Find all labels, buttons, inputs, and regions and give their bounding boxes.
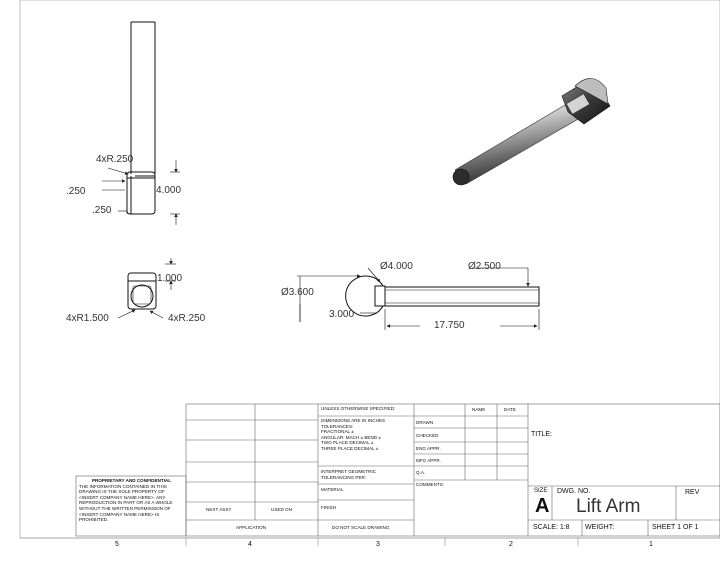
tolerance-line-2: TOLERANCES: xyxy=(321,423,354,429)
dim-front-left-top: .250 xyxy=(66,186,86,197)
zone-ticks xyxy=(186,538,578,546)
dim-side-dia-large: Ø3.600 xyxy=(281,287,314,298)
dim-top-width: 1.000 xyxy=(157,273,183,284)
zone-2: 2 xyxy=(509,541,513,548)
dim-top-radius-large: 4xR1.500 xyxy=(66,313,109,324)
eng-appr-label: ENG APPR. xyxy=(416,446,441,451)
drawn-label: DRAWN xyxy=(416,420,434,425)
dim-front-left-bottom: .250 xyxy=(92,205,112,216)
dim-side-offset: 3.000 xyxy=(329,309,355,320)
proprietary-line-6: <INSERT COMPANY NAME HERE> IS xyxy=(79,511,160,517)
scale-label: SCALE: 1:8 xyxy=(533,524,570,531)
proprietary-line-7: PROHIBITED. xyxy=(79,517,109,523)
zone-4: 4 xyxy=(248,541,252,548)
used-on-label: USED ON xyxy=(271,507,292,512)
size-value: A xyxy=(535,495,550,517)
dim-front-fillets: 4xR.250 xyxy=(96,154,134,165)
comments-label: COMMENTS: xyxy=(416,482,445,487)
dim-front-height: 4.000 xyxy=(156,185,182,196)
dim-side-dia-hole: Ø4.000 xyxy=(380,261,413,272)
tolerance-line-1: DIMENSIONS ARE IN INCHES xyxy=(321,418,386,423)
date-column: DATE xyxy=(504,407,516,412)
size-label: SIZE xyxy=(534,488,548,494)
qa-label: Q.A. xyxy=(416,470,426,475)
zone-3: 3 xyxy=(376,541,380,548)
top-view xyxy=(118,258,176,318)
tolerance-line-6: THREE PLACE DECIMAL ± xyxy=(321,445,379,451)
proprietary-line-2: DRAWING IS THE SOLE PROPERTY OF xyxy=(79,489,165,495)
tolerance-line-4: ANGULAR: MACH ± BEND ± xyxy=(321,434,381,440)
side-view xyxy=(297,268,539,330)
tolerance-line-5: TWO PLACE DECIMAL ± xyxy=(321,440,374,446)
title-label: TITLE: xyxy=(531,431,553,438)
proprietary-line-3: <INSERT COMPANY NAME HERE>. ANY xyxy=(79,494,166,500)
proprietary-heading: PROPRIETARY AND CONFIDENTIAL xyxy=(91,478,172,483)
proprietary-line-5: WITHOUT THE WRITTEN PERMISSION OF xyxy=(79,505,171,511)
proprietary-line-1: THE INFORMATION CONTAINED IN THIS xyxy=(79,483,167,489)
finish-label: FINISH xyxy=(321,505,337,510)
name-column: NAME xyxy=(472,407,486,412)
dim-top-radius-small: 4xR.250 xyxy=(168,313,206,324)
tolerance-header: UNLESS OTHERWISE SPECIFIED: xyxy=(321,406,396,411)
zone-1: 1 xyxy=(649,541,653,548)
sheet-label: SHEET 1 OF 1 xyxy=(652,524,699,531)
zone-5: 5 xyxy=(115,541,119,548)
application-label: APPLICATION xyxy=(236,525,267,530)
isometric-view xyxy=(453,78,610,185)
checked-label: CHECKED xyxy=(416,433,439,438)
dwg-no-label: DWG. NO. xyxy=(557,488,591,495)
next-assy-label: NEXT ASSY xyxy=(206,507,232,512)
proprietary-line-4: REPRODUCTION IN PART OR AS A WHOLE xyxy=(79,500,173,506)
dim-side-length: 17.750 xyxy=(434,320,465,331)
interpret-line-2: TOLERANCING PER: xyxy=(321,474,367,480)
rev-label: REV xyxy=(685,489,700,496)
interpret-line-1: INTERPRET GEOMETRIC xyxy=(321,469,377,474)
tolerance-line-3: FRACTIONAL ± xyxy=(321,429,354,435)
mfg-appr-label: MFG APPR. xyxy=(416,458,442,463)
dim-side-dia-rod: Ø2.500 xyxy=(468,261,501,272)
dwg-no-value: Lift Arm xyxy=(576,496,641,517)
material-label: MATERIAL xyxy=(321,487,344,492)
do-not-scale-label: DO NOT SCALE DRAWING xyxy=(332,525,390,530)
weight-label: WEIGHT: xyxy=(585,524,615,531)
